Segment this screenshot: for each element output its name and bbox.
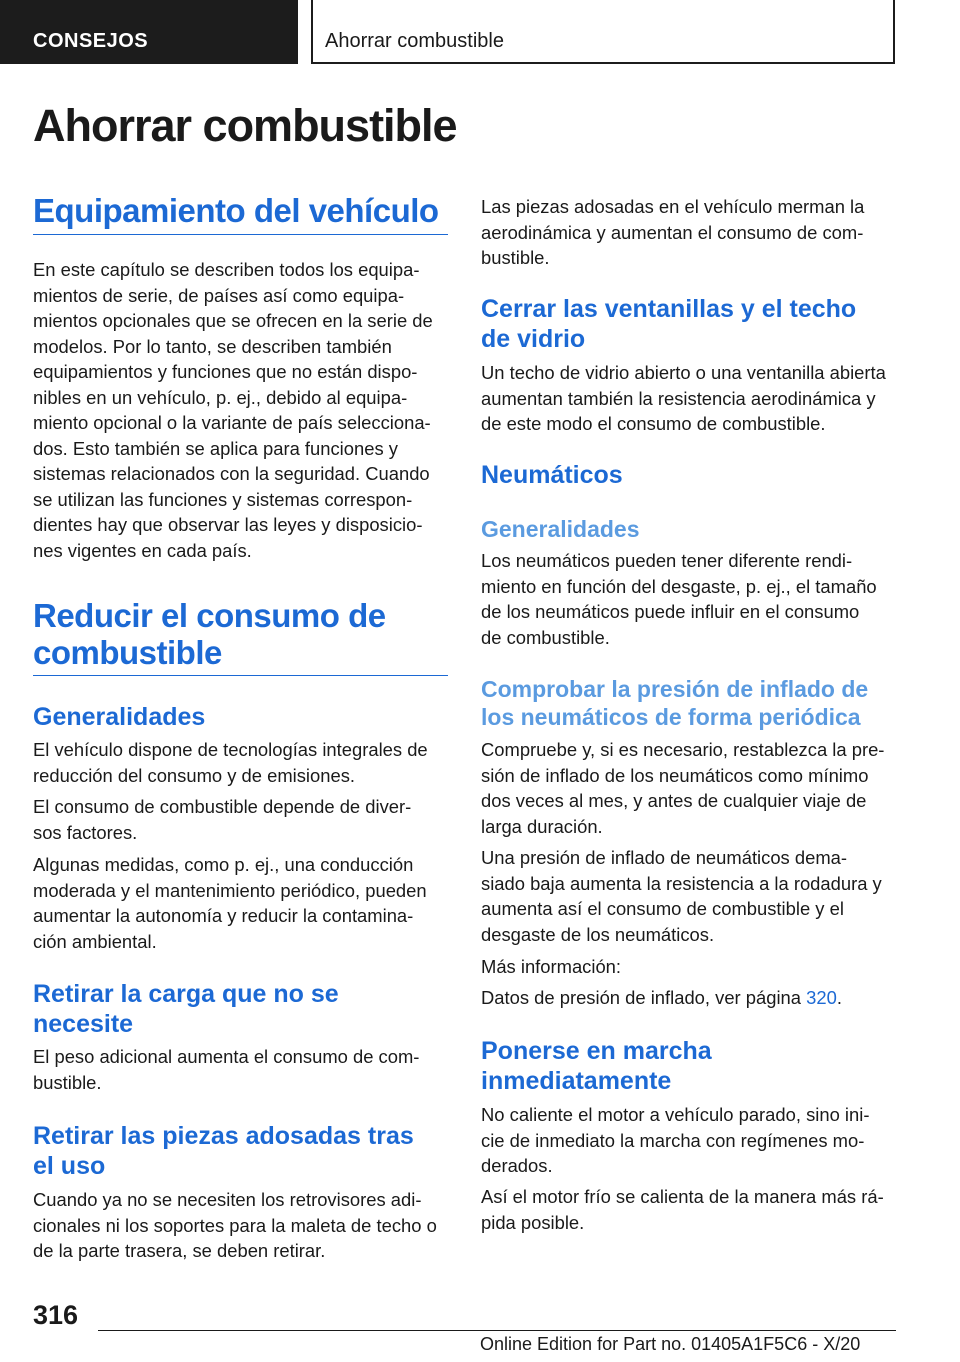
pressure-reference	[481, 985, 897, 1011]
heading-equipment: Equipamiento del vehículo	[33, 192, 448, 235]
pressure-reference-end: .	[836, 987, 842, 1008]
paragraph-parts-continued	[481, 194, 897, 271]
text-line: de los neumáticos puede influir en el consumo	[481, 601, 860, 622]
text-line: bustible.	[481, 247, 550, 268]
pressure-reference-text: Datos de presión de inflado, ver página	[481, 987, 807, 1008]
page-link-320[interactable]: 320	[806, 987, 837, 1008]
page-header	[0, 0, 960, 66]
text-line: el uso	[33, 1152, 106, 1180]
text-line: reducción del consumo y de emisiones.	[33, 764, 356, 786]
text-line: sistemas relacionados con la seguridad. Cuando	[33, 463, 430, 484]
text-line: nes vigentes en cada país.	[33, 539, 252, 561]
paragraph-general-2	[33, 794, 448, 845]
text-line: cionales ni los soportes para la maleta de techo o	[33, 1214, 437, 1236]
section-tab: CONSEJOS	[0, 0, 298, 64]
paragraph-tires-general	[481, 548, 897, 650]
text-line: pida posible.	[481, 1211, 585, 1233]
text-line: sos factores.	[33, 821, 138, 843]
text-line: mientos opcionales que se ofrecen en la serie de	[33, 310, 433, 331]
heading-tires: Neumáticos	[481, 461, 623, 489]
text-line: equipamientos y funciones que no están dispo-	[33, 361, 418, 382]
text-line: Ponerse en marcha	[481, 1037, 712, 1065]
text-line: aumenta así el consumo de combustible y el	[481, 898, 844, 919]
page-number: 316	[33, 1300, 79, 1330]
text-line: dos. Esto también se aplica para funciones y	[33, 437, 398, 459]
paragraph-remove-load	[33, 1044, 448, 1095]
text-line: de combustible.	[481, 626, 610, 648]
text-line: Compruebe y, si es necesario, restablezca la pre-	[481, 739, 885, 760]
paragraph-start-1	[481, 1102, 897, 1179]
more-info-label: Más información:	[481, 956, 622, 977]
text-line: aerodinámica y aumentan el consumo de com-	[481, 221, 864, 243]
text-line: moderada y el mantenimiento periódico, pueden	[33, 879, 427, 901]
text-line: se utilizan las funciones y sistemas correspon-	[33, 488, 413, 510]
text-line: larga duración.	[481, 815, 603, 837]
text-line: Cerrar las ventanillas y el techo	[481, 295, 857, 323]
text-line: modelos. Por lo tanto, se describen también	[33, 335, 392, 357]
heading-reduce-consumption	[33, 597, 448, 676]
chapter-title-box: Ahorrar combustible	[311, 0, 895, 64]
heading-remove-parts	[33, 1121, 448, 1181]
text-line: derados.	[481, 1155, 553, 1176]
text-line: Retirar las piezas adosadas tras	[33, 1122, 414, 1150]
text-line: desgaste de los neumáticos.	[481, 923, 715, 945]
footer-divider	[98, 1330, 896, 1331]
heading-close-windows	[481, 294, 897, 354]
paragraph-equipment	[33, 257, 448, 563]
text-line: ción ambiental.	[33, 930, 157, 952]
text-line: El peso adicional aumenta el consumo de com-	[33, 1046, 420, 1067]
heading-general: Generalidades	[33, 703, 206, 731]
text-line: Retirar la carga que no se	[33, 980, 339, 1008]
text-line: No caliente el motor a vehículo parado, sino ini-	[481, 1104, 870, 1125]
paragraph-pressure-2	[481, 845, 897, 947]
text-line: Comprobar la presión de inflado de	[481, 676, 869, 702]
text-line: los neumáticos de forma periódica	[481, 704, 861, 730]
text-line: En este capítulo se describen todos los equipa-	[33, 259, 420, 280]
text-line: aumentar la autonomía y reducir la contamina-	[33, 905, 414, 926]
text-line: Cuando ya no se necesiten los retrovisores adi-	[33, 1189, 422, 1210]
heading-check-pressure	[481, 675, 897, 731]
text-line: bustible.	[33, 1071, 102, 1093]
text-line: El vehículo dispone de tecnologías integrales de	[33, 739, 428, 760]
text-line: necesite	[33, 1010, 134, 1038]
paragraph-close-windows	[481, 360, 897, 437]
text-line: El consumo de combustible depende de diver-	[33, 796, 412, 817]
paragraph-general-1	[33, 737, 448, 788]
text-line: nibles en un vehículo, p. ej., debido al equipa-	[33, 386, 408, 408]
text-line: aumentan también la resistencia aerodinámica y	[481, 387, 876, 409]
paragraph-start-2	[481, 1184, 897, 1235]
text-line: dientes hay que observar las leyes y disposicio-	[33, 514, 423, 535]
page-title: Ahorrar combustible	[33, 100, 457, 151]
text-line: inmediatamente	[481, 1067, 672, 1095]
text-line: miento en función del desgaste, p. ej., el tamaño	[481, 575, 877, 597]
heading-start-driving	[481, 1036, 897, 1096]
text-line: Reducir el consumo de	[33, 597, 386, 634]
text-line: siado baja aumenta la resistencia a la rodadura y	[481, 872, 882, 894]
paragraph-general-3	[33, 852, 448, 954]
text-line: cie de inmediato la marcha con regímenes mo-	[481, 1129, 865, 1151]
text-line: de vidrio	[481, 325, 586, 353]
text-line: Una presión de inflado de neumáticos dema-	[481, 847, 847, 868]
footer-edition: Online Edition for Part no. 01405A1F5C6 - X/20	[480, 1334, 861, 1354]
paragraph-pressure-1	[481, 737, 897, 839]
text-line: de la parte trasera, se deben retirar.	[33, 1240, 326, 1261]
text-line: mientos de serie, de países así como equipa-	[33, 284, 405, 306]
heading-remove-load	[33, 979, 448, 1039]
text-line: Los neumáticos pueden tener diferente rendi-	[481, 550, 853, 571]
text-line: dos veces al mes, y antes de cualquier viaje de	[481, 790, 867, 811]
text-line: Algunas medidas, como p. ej., una conducción	[33, 854, 414, 875]
text-line: Las piezas adosadas en el vehículo merman la	[481, 196, 865, 217]
heading-tires-general: Generalidades	[481, 516, 640, 542]
text-line: de este modo el consumo de combustible.	[481, 413, 826, 434]
text-line: Así el motor frío se calienta de la manera más rá-	[481, 1186, 884, 1207]
text-line: sión de inflado de los neumáticos como mínimo	[481, 764, 869, 786]
paragraph-remove-parts	[33, 1187, 448, 1264]
text-line: combustible	[33, 634, 222, 671]
text-line: Un techo de vidrio abierto o una ventanilla abierta	[481, 362, 886, 383]
text-line: miento opcional o la variante de país selecciona-	[33, 412, 431, 433]
